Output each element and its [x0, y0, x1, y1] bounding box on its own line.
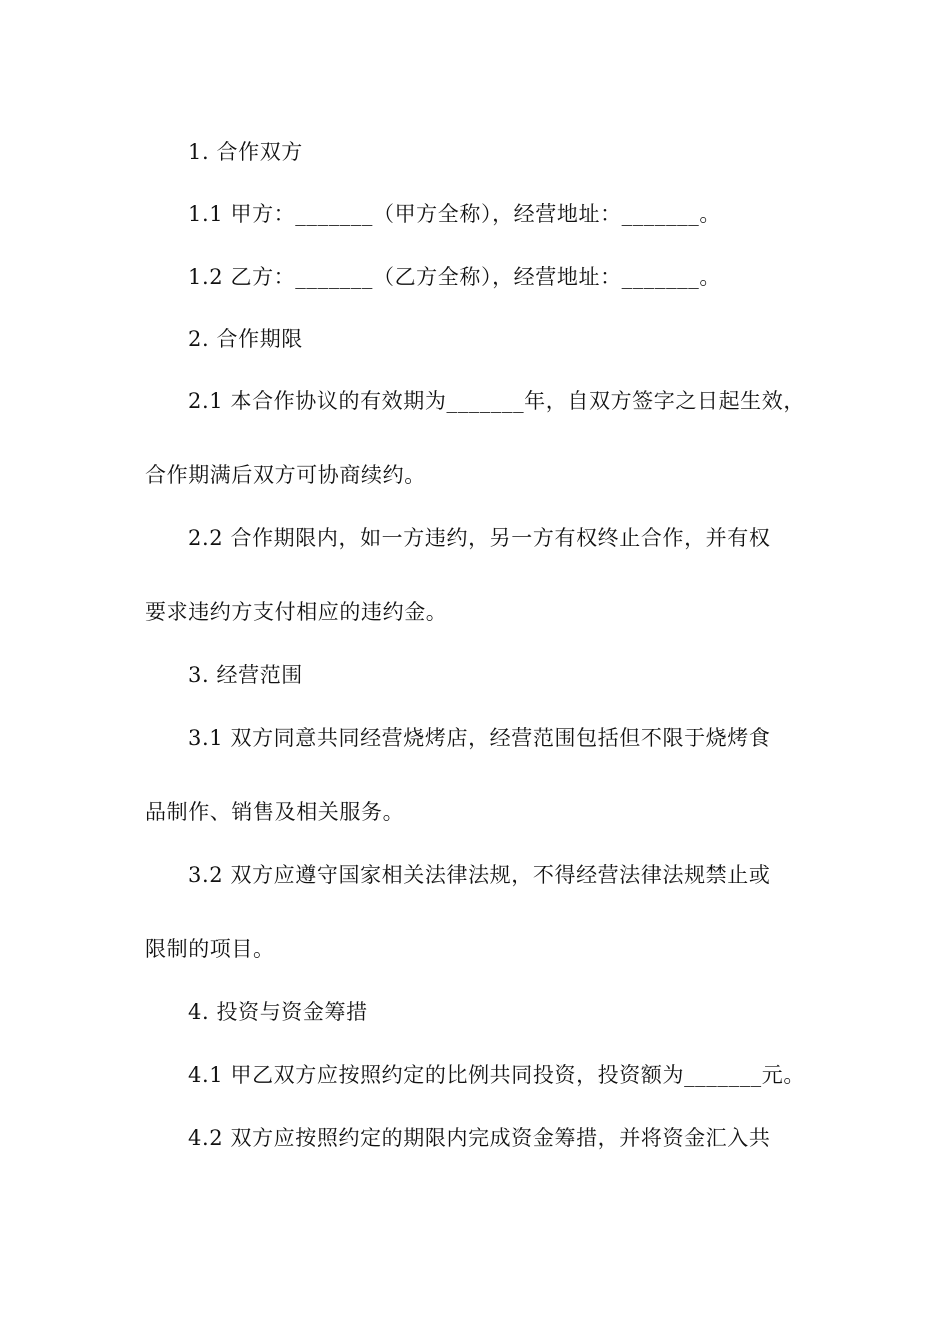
section-heading-1: 1. 合作双方 [188, 140, 303, 164]
section-heading-2: 2. 合作期限 [188, 327, 303, 351]
clause-4-1: 4.1 甲乙双方应按照约定的比例共同投资，投资额为_______元。 [188, 1063, 805, 1087]
clause-2-1: 2.1 本合作协议的有效期为_______年，自双方签字之日起生效， [188, 389, 805, 413]
section-heading-3: 3. 经营范围 [188, 663, 303, 687]
clause-3-2: 3.2 双方应遵守国家相关法律法规，不得经营法律法规禁止或 [188, 863, 771, 887]
clause-3-2-continued: 限制的项目。 [145, 937, 275, 961]
clause-3-1-continued: 品制作、销售及相关服务。 [145, 800, 405, 824]
clause-2-1-continued: 合作期满后双方可协商续约。 [145, 463, 426, 487]
clause-2-2-continued: 要求违约方支付相应的违约金。 [145, 600, 448, 624]
clause-2-2: 2.2 合作期限内，如一方违约，另一方有权终止合作，并有权 [188, 526, 771, 550]
clause-3-1: 3.1 双方同意共同经营烧烤店，经营范围包括但不限于烧烤食 [188, 726, 771, 750]
clause-1-1: 1.1 甲方：_______（甲方全称），经营地址：_______。 [188, 202, 721, 226]
section-heading-4: 4. 投资与资金筹措 [188, 1000, 368, 1024]
clause-4-2: 4.2 双方应按照约定的期限内完成资金筹措，并将资金汇入共 [188, 1126, 771, 1150]
clause-1-2: 1.2 乙方：_______（乙方全称），经营地址：_______。 [188, 265, 721, 289]
